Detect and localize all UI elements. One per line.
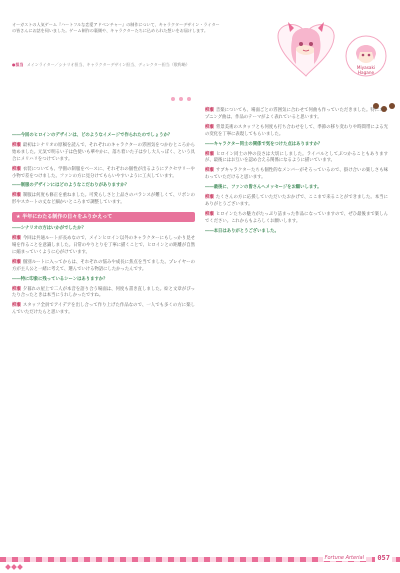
diamond-icon [5,564,11,570]
page-number: 057 [377,554,390,562]
answer-text: 背景美術のスタッフとも何度も打ち合わせをして、季節の移り変わりや時間帯による光の変化を丁寧に表現してもらいました。 [205,124,388,137]
interview-question: ――キャラクター同士の関係で気をつけた点はありますか？ [205,141,323,147]
interview-answer [205,108,388,122]
section-heading: ★ 半年にわたる制作の日々をふりかえって [12,212,195,222]
diamond-icon [11,564,17,570]
interview-answer [205,125,388,139]
answer-text: 音楽についても、場面ごとの雰囲気に合わせて何曲も作っていただきました。特にオープニング曲は、作品のテーマがよく表れていると思います。 [205,108,388,120]
intro-text: オーガストの人気ゲーム『ハートフルな恋愛アドベンチャー』の制作について、キャラクターデザイン・ライターの皆さんにお話を伺いました。ゲーム制作の裏側や、キャラクターたちに込められた想いをお届けします。 [12,22,220,34]
answer-text: 最初はシナリオの原稿を読んで、それぞれのキャラクターの雰囲気をつかむところから始めました。元気で明るい子は色使いも華やかに、落ち着いた子は少し大人っぽく、という具合にメリハリをつけています。 [12,142,195,162]
credit-head: ●担当 [12,62,24,67]
right-column [205,108,388,239]
speaker-name: 柳瀬 [12,259,21,265]
answer-text: ヒロイン同士の仲の良さは大切にしました。ライバルとしてぶつかることもありますが、最後にはお互いを認め合える関係になるように描いています。 [205,151,388,164]
divider-dots-icon [170,96,200,102]
speaker-name: 柳瀬 [205,168,214,174]
interview-question: ――シナリオの方はいかがでしたか？ [12,226,86,232]
speaker-name: 柳瀬 [12,142,21,148]
interview-answer [12,193,195,207]
answer-text: 個別ルートに入ってからは、それぞれの悩みや成長に焦点を当てました。プレイヤーの方が主人公と一緒に考えて、選んでいける物語にしたかったんです。 [12,259,196,272]
answer-text: スタッフ全員でアイデアを出し合って作り上げた作品なので、一人でも多くの方に楽しんでいただけたらと思います。 [12,303,195,316]
interview-answer [12,236,195,257]
badge-bottom-label: Hagane [357,70,375,75]
footer-logo: Fortune Arterial [324,555,364,561]
answer-text: 衣装についても、学園の制服をベースに、それぞれの個性が出るようにアクセサリーや小物で差をつけました。ファンの方に見分けてもらいやすいように工夫しています。 [12,166,195,179]
interview-answer [12,167,195,181]
interview-answer [205,195,388,209]
answer-text: 夕暮れの屋上で二人が本音を語り合う場面は、何度も書き直しました。絵と文章がぴったり合ったときは本当にうれしかったですね。 [12,286,196,299]
speaker-name: 柳瀬 [12,166,21,172]
answer-text: 今回は共通ルートが長めなので、メインヒロイン以外のキャラクターにもしっかり見せ場を作ることを意識しました。日常のやりとりを丁寧に描くことで、ヒロインとの距離が自然に縮まっていくように心がけています。 [12,236,196,255]
answer-text: たくさんの方に応援していただいたおかげで、ここまで来ることができました。本当にありがとうございます。 [205,195,388,207]
badge-top-label: Miyasaki [356,65,376,70]
speaker-name: 柳瀬 [12,193,21,199]
speaker-name: 柳瀬 [12,236,21,242]
credit-text: メインライター／シナリオ担当、キャラクターデザイン担当、ディレクター担当（敬称略） [26,62,190,67]
page-footer [0,553,400,566]
left-column [12,130,195,320]
interview-answer [12,143,195,164]
speaker-name: 柳瀬 [205,124,214,130]
speaker-name: 柳瀬 [205,195,214,201]
interview-answer [12,303,195,317]
speaker-name: 柳瀬 [12,286,21,292]
interview-question: ――最後に、ファンの皆さんへメッセージをお願いします。 [205,185,322,191]
interview-question: ――本日はありがとうございました。 [205,228,279,234]
speaker-name: 柳瀬 [205,151,215,157]
footer-diamond-icons [6,554,24,573]
interview-question: ――今回のヒロインのデザインは、どのようなイメージで作られたのでしょうか？ [12,133,173,138]
answer-text: ヒロインたちの魅力がたっぷり詰まった作品になっていますので、ぜひ最後まで楽しんでください。これからもよろしくお願いします。 [205,211,388,224]
diamond-icon [17,564,23,570]
interview-answer [205,168,388,182]
interview-answer [12,287,195,301]
interview-answer [205,212,388,226]
speaker-name: 柳瀬 [12,303,21,309]
interview-question: ――制服のデザインにはどのようなこだわりがありますか？ [12,183,129,189]
credit-line [12,62,200,68]
interview-question: ――特に印象に残っているシーンはありますか？ [12,276,108,282]
interview-answer [12,260,195,274]
answer-text: 制服は何度も修正を重ねました。可愛らしさと上品さのバランスが難しくて、リボンの形やスカートの丈など細かいところまで調整しています。 [12,193,195,206]
answer-text: サブキャラクターたちも個性的なメンバーがそろっているので、掛け合いの楽しさも味わっていただけると思います。 [205,168,388,181]
interview-answer [205,152,388,166]
speaker-name: 柳瀬 [205,211,214,217]
speaker-name: 柳瀬 [205,108,214,113]
